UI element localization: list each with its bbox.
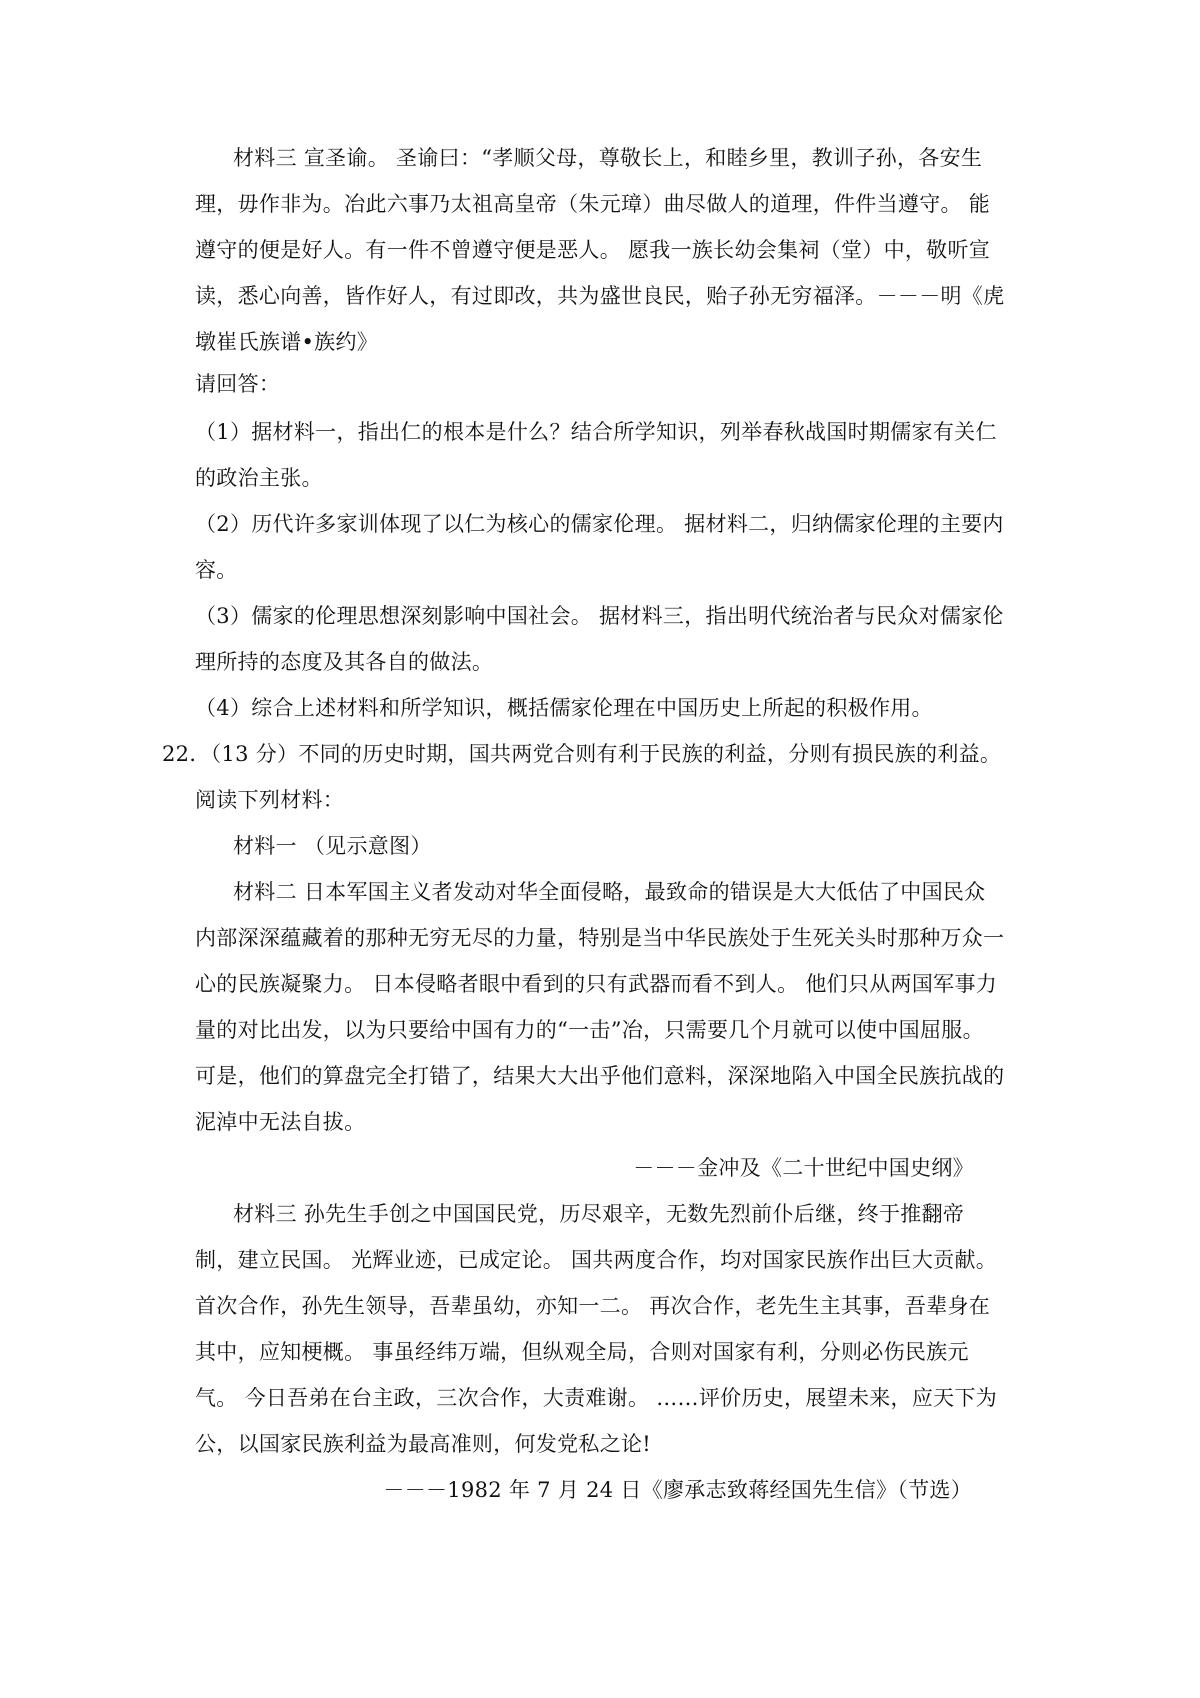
- read-materials-line: 阅读下列材料：: [195, 788, 345, 812]
- prompt-line: 请回答：: [195, 372, 281, 396]
- text-line: 其中，应知梗概。 事虽经纬万端，但纵观全局，合则对国家有利，分则必伤民族元: [195, 1340, 969, 1364]
- text-line: 制，建立民国。 光辉业迹，已成定论。 国共两度合作，均对国家民族作出巨大贡献。: [195, 1248, 998, 1272]
- text-line: 泥淖中无法自拔。: [195, 1110, 366, 1134]
- text-line: 可是，他们的算盘完全打错了，结果大大出乎他们意料，深深地陷入中国全民族抗战的: [195, 1064, 1005, 1088]
- text-line: 量的对比出发，以为只要给中国有力的“一击”冶，只需要几个月就可以使中国屈服。: [195, 1018, 984, 1042]
- question-1: （1）据材料一，指出仁的根本是什么？结合所学知识，列举春秋战国时期儒家有关仁: [195, 420, 997, 444]
- question-3-cont: 理所持的态度及其各自的做法。: [195, 650, 494, 674]
- source-citation-1: －－－金冲及《二十世纪中国史纲》: [633, 1156, 974, 1180]
- text-line-material-3-a: 材料三 宣圣谕。 圣谕曰：“孝顺父母，尊敬长上，和睦乡里，教训子孙，各安生: [233, 146, 983, 170]
- question-2-cont: 容。: [195, 558, 238, 582]
- material-3-line: 材料三 孙先生手创之中国国民党，历尽艰辛，无数先烈前仆后继，终于推翻帝: [233, 1202, 965, 1226]
- material-2-line: 材料二 日本军国主义者发动对华全面侵略，最致命的错误是大大低估了中国民众: [233, 880, 986, 904]
- text-line: 读，悉心向善，皆作好人，有过即改，共为盛世良民，贻子孙无穷福泽。－－－明《虎: [195, 284, 1005, 308]
- text-line: 心的民族凝聚力。 日本侵略者眼中看到的只有武器而看不到人。 他们只从两国军事力: [195, 972, 998, 996]
- text-line: 内部深深蕴藏着的那种无穷无尽的力量，特别是当中华民族处于生死关头时那种万众一: [195, 926, 1005, 950]
- text-line: 首次合作，孙先生领导，吾辈虽幼，亦知一二。 再次合作，老先生主其事，吾辈身在: [195, 1294, 991, 1318]
- text-line: 遵守的便是好人。有一件不曾遵守便是恶人。 愿我一族长幼会集祠（堂）中，敬听宣: [195, 238, 991, 262]
- text-line: 气。 今日吾弟在台主政，三次合作，大责难谢。 ……评价历史，展望未来，应天下为: [195, 1386, 998, 1410]
- source-citation-2: －－－1982 年 7 月 24 日《廖承志致蒋经国先生信》（节选）: [383, 1478, 972, 1502]
- question-3: （3）儒家的伦理思想深刻影响中国社会。 据材料三，指出明代统治者与民众对儒家伦: [195, 604, 1004, 628]
- text-line: 公，以国家民族利益为最高准则，何发党私之论!: [195, 1432, 652, 1456]
- question-1-cont: 的政治主张。: [195, 466, 323, 490]
- question-22-heading: 22．（13 分）不同的历史时期，国共两党合则有利于民族的利益，分则有损民族的利益。: [162, 742, 1002, 766]
- text-line: 理，毋作非为。冶此六事乃太祖高皇帝（朱元璋）曲尽做人的道理，件件当遵守。 能: [195, 192, 991, 216]
- question-4: （4）综合上述材料和所学知识，概括儒家伦理在中国历史上所起的积极作用。: [195, 696, 933, 720]
- material-1-line: 材料一 （见示意图）: [233, 834, 432, 858]
- text-line: 墩崔氏族谱•族约》: [195, 330, 379, 354]
- question-2: （2）历代许多家训体现了以仁为核心的儒家伦理。 据材料二，归纳儒家伦理的主要内: [195, 512, 1004, 536]
